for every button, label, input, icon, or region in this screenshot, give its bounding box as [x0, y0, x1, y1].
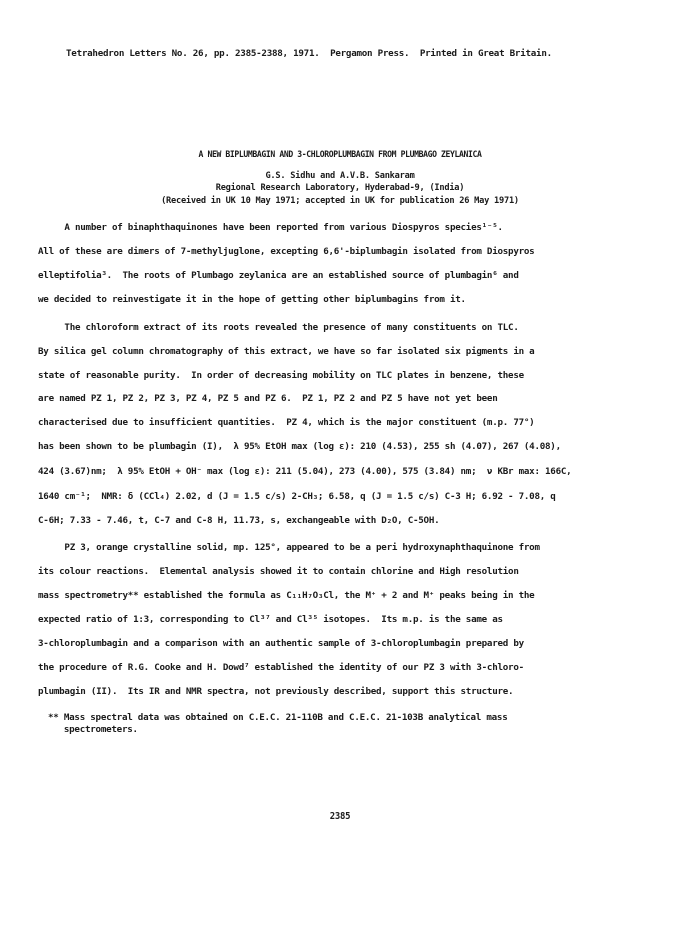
body-line: elleptifolia³. The roots of Plumbago zeylanica are an established source of plumbagin⁶ and	[38, 270, 519, 281]
body-line: expected ratio of 1:3, corresponding to Cl³⁷ and Cl³⁵ isotopes. Its m.p. is the same as	[38, 614, 503, 625]
body-line: plumbagin (II). Its IR and NMR spectra, not previously described, support this structure.	[38, 686, 514, 697]
affiliation: Regional Research Laboratory, Hyderabad-9, (India)	[215, 182, 465, 193]
body-line: are named PZ 1, PZ 2, PZ 3, PZ 4, PZ 5 and PZ 6. PZ 1, PZ 2 and PZ 5 have not yet been	[38, 393, 498, 404]
body-line: The chloroform extract of its roots revealed the presence of many constituents on TLC.	[38, 322, 519, 333]
body-line: 3-chloroplumbagin and a comparison with an authentic sample of 3-chloroplumbagin prepared by	[38, 638, 524, 649]
body-line: the procedure of R.G. Cooke and H. Dowd⁷ established the identity of our PZ 3 with 3-chloro-	[38, 662, 524, 673]
body-line: All of these are dimers of 7-methyljuglone, excepting 6,6'-biplumbagin isolated from Diospyros	[38, 246, 535, 257]
body-line: mass spectrometry** established the formula as C₁₁H₇O₃Cl, the M⁺ + 2 and M⁺ peaks being in the	[38, 590, 535, 601]
body-line: 424 (3.67)nm; λ 95% EtOH + OH⁻ max (log ε): 211 (5.04), 273 (4.00), 575 (3.84) nm; ν KBr max: 166C,	[38, 466, 572, 477]
journal-header: Tetrahedron Letters No. 26, pp. 2385-2388, 1971. Pergamon Press. Printed in Great Britain.	[66, 48, 552, 59]
footnote-line: ** Mass spectral data was obtained on C.E.C. 21-110B and C.E.C. 21-103B analytical mass	[48, 712, 508, 723]
body-line: PZ 3, orange crystalline solid, mp. 125°, appeared to be a peri hydroxynaphthaquinone from	[38, 542, 540, 553]
body-line: 1640 cm⁻¹; NMR: δ (CCl₄) 2.02, d (J = 1.5 c/s) 2-CH₃; 6.58, q (J = 1.5 c/s) C-3 H; 6.92 - 7.08, q	[38, 491, 556, 502]
received-dates: (Received in UK 10 May 1971; accepted in UK for publication 26 May 1971)	[161, 195, 519, 206]
authors: G.S. Sidhu and A.V.B. Sankaram	[265, 170, 415, 181]
body-line: A number of binaphthaquinones have been reported from various Diospyros species¹⁻⁵.	[38, 222, 503, 233]
page-number: 2385	[329, 811, 351, 822]
body-line: By silica gel column chromatography of this extract, we have so far isolated six pigments in a	[38, 346, 535, 357]
body-line: C-6H; 7.33 - 7.46, t, C-7 and C-8 H, 11.73, s, exchangeable with D₂O, C-5OH.	[38, 515, 440, 526]
footnote-line: spectrometers.	[48, 724, 138, 735]
body-line: we decided to reinvestigate it in the hope of getting other biplumbagins from it.	[38, 294, 466, 305]
article-title: A NEW BIPLUMBAGIN AND 3-CHLOROPLUMBAGIN FROM PLUMBAGO ZEYLANICA	[198, 150, 482, 160]
body-line: state of reasonable purity. In order of decreasing mobility on TLC plates in benzene, these	[38, 370, 524, 381]
body-line: characterised due to insufficient quantities. PZ 4, which is the major constituent (m.p. 77°)	[38, 417, 535, 428]
body-line: its colour reactions. Elemental analysis showed it to contain chlorine and High resolution	[38, 566, 519, 577]
body-line: has been shown to be plumbagin (I), λ 95% EtOH max (log ε): 210 (4.53), 255 sh (4.07), 267 (4.08),	[38, 441, 561, 452]
